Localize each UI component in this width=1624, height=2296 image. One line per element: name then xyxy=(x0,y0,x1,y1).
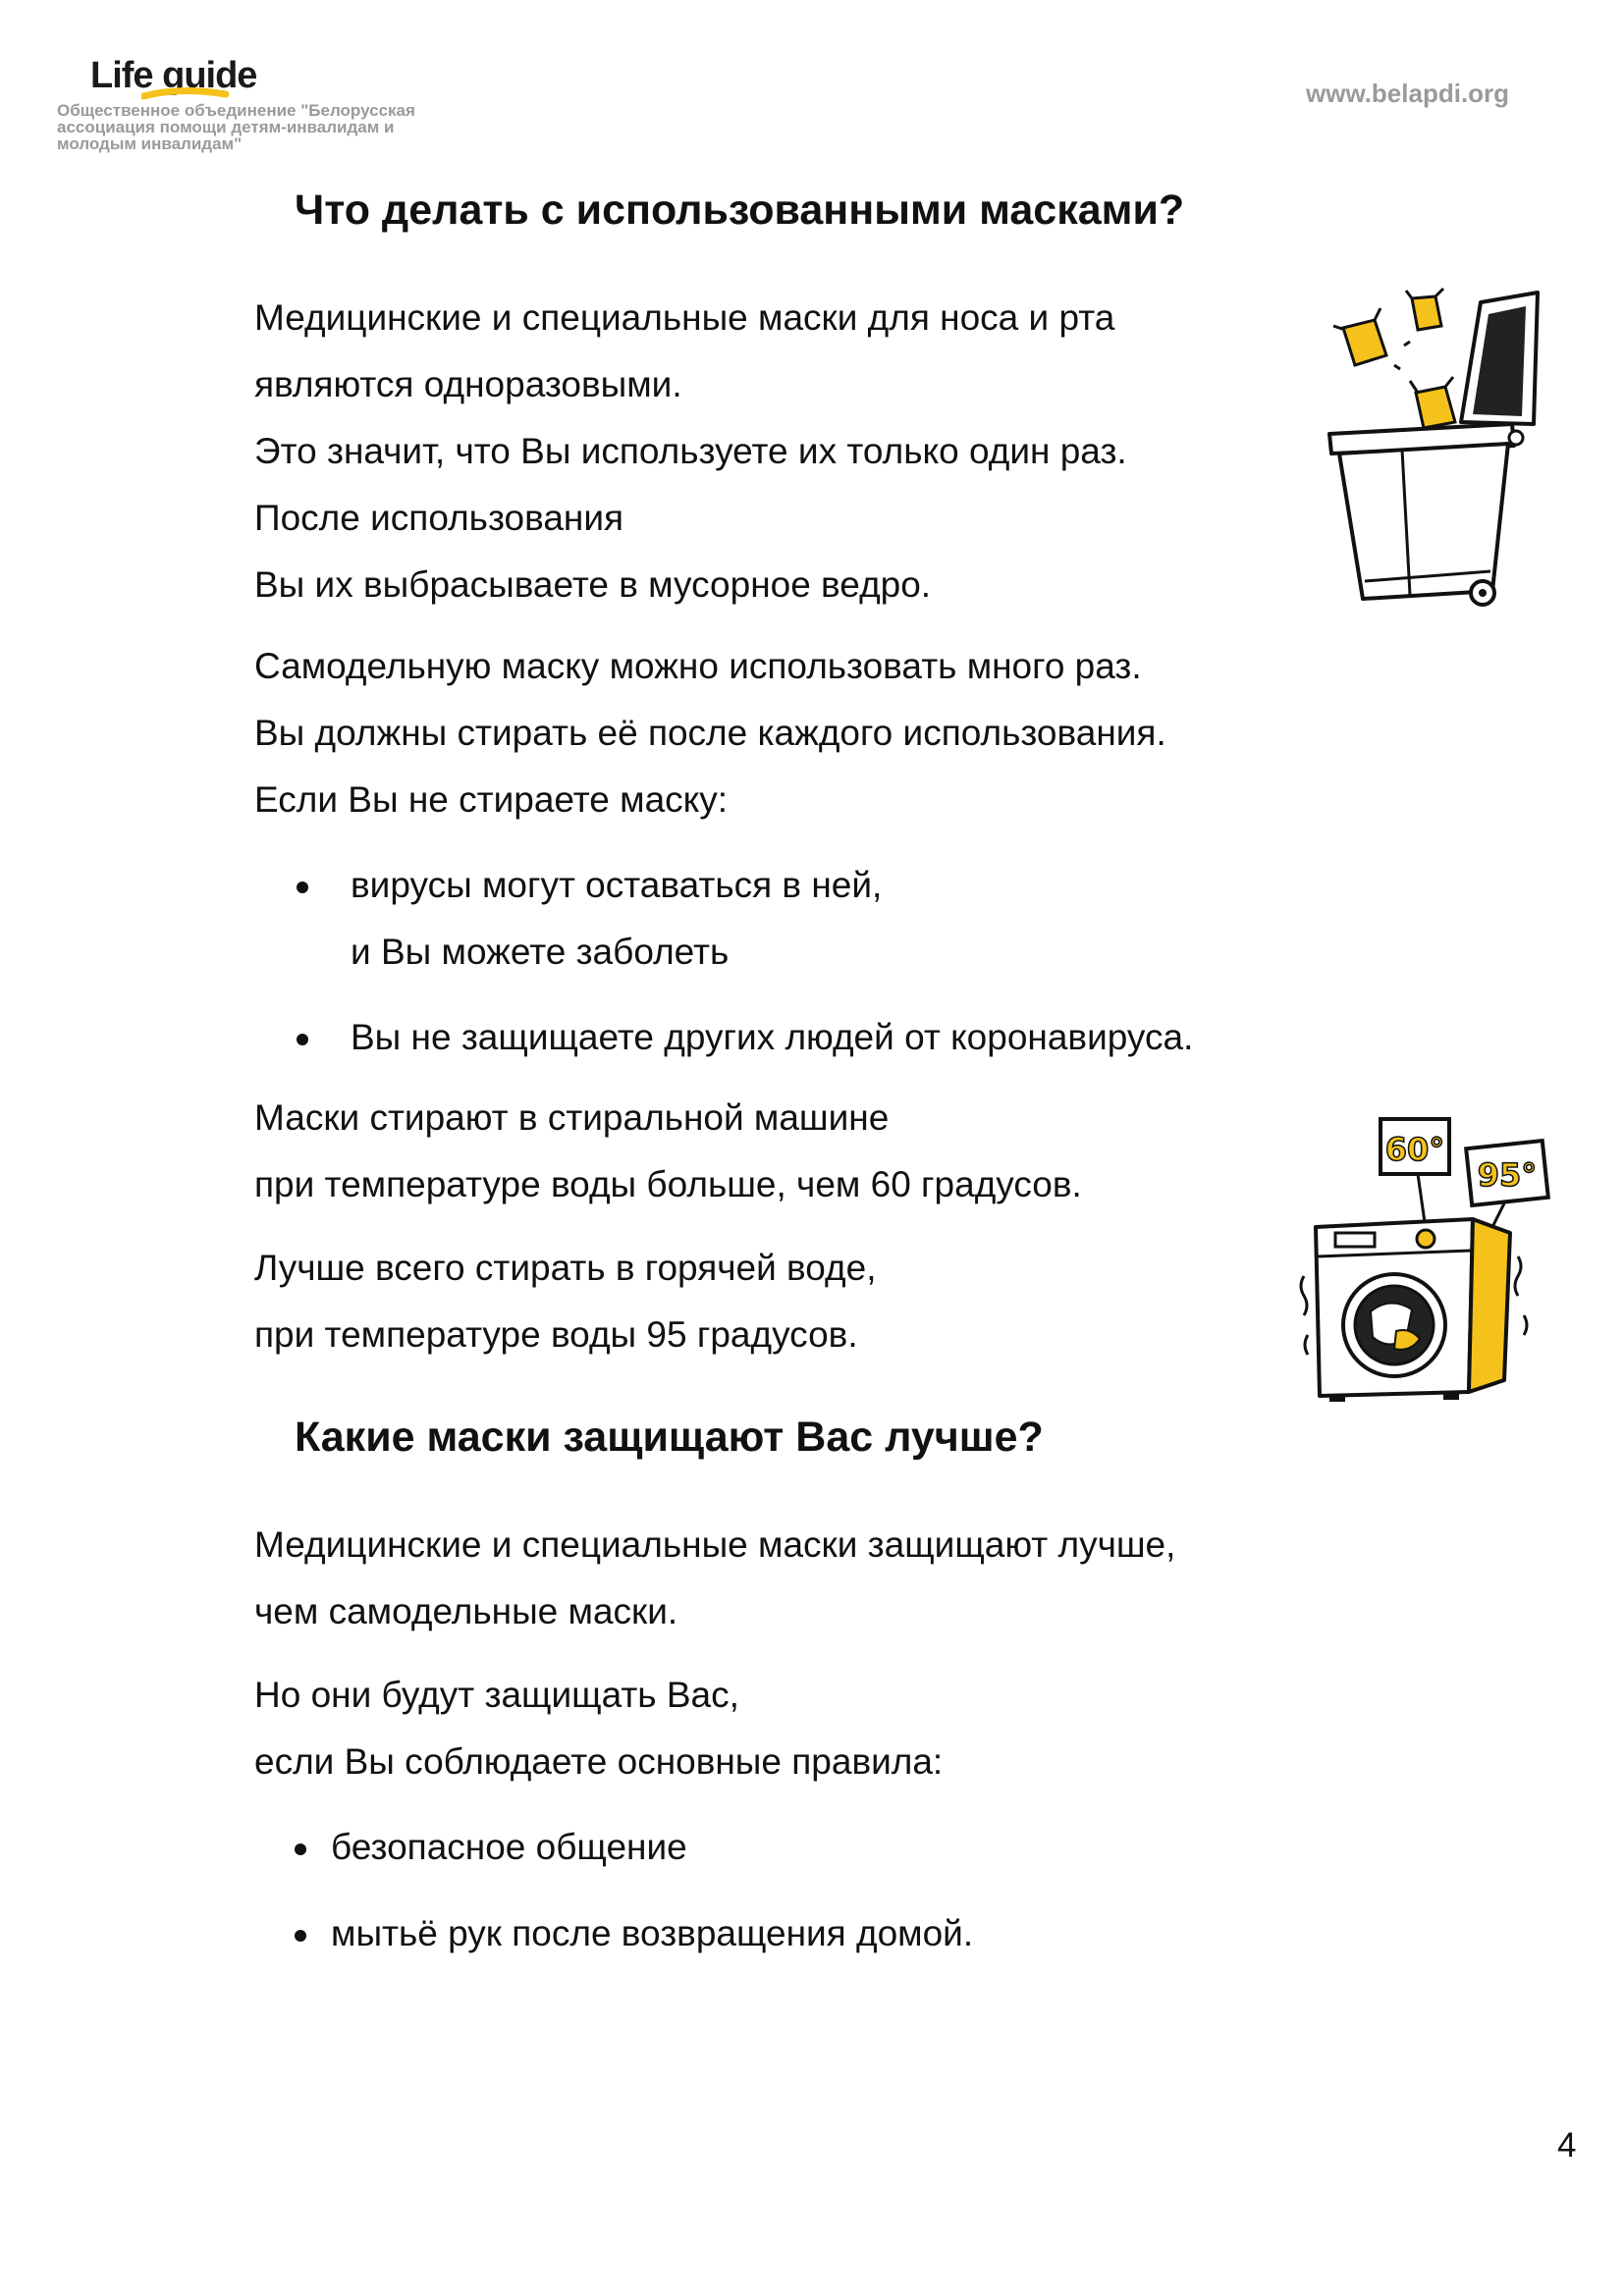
text-line: Медицинские и специальные маски для носа и рта xyxy=(254,297,1115,338)
paragraph-rules xyxy=(254,1662,943,1795)
text-line: при температуре воды больше, чем 60 градусов. xyxy=(254,1164,1082,1204)
text-line: Но они будут защищать Вас, xyxy=(254,1675,739,1715)
tag-60: 60° xyxy=(1384,1131,1445,1168)
org-line: ассоциация помощи детям-инвалидам и xyxy=(57,118,395,136)
text-line: Самодельную маску можно использовать много раз. xyxy=(254,646,1142,686)
paragraph-disposable xyxy=(254,285,1127,618)
paragraph-homemade xyxy=(254,633,1166,833)
text-line: Медицинские и специальные маски защищают лучше, xyxy=(254,1524,1176,1565)
page-number: 4 xyxy=(1557,2126,1577,2164)
text-line: Если Вы не стираете маску: xyxy=(254,779,729,820)
organization-name xyxy=(57,102,518,152)
bullet-dot xyxy=(297,881,308,893)
website-url: www.belapdi.org xyxy=(1306,79,1510,108)
bullet-dot xyxy=(295,1843,306,1855)
paragraph-hot-water xyxy=(254,1235,876,1368)
text-line: чем самодельные маски. xyxy=(254,1591,678,1631)
text-line: при температуре воды 95 градусов. xyxy=(254,1314,858,1355)
paragraph-washing xyxy=(254,1085,1082,1218)
bullet-item-hand-washing: мытьё рук после возвращения домой. xyxy=(331,1913,974,1953)
logo xyxy=(90,51,267,106)
text-line: и Вы можете заболеть xyxy=(351,932,730,972)
bullet-dot xyxy=(295,1930,306,1942)
text-line: Это значит, что Вы используете их только один раз. xyxy=(254,431,1127,471)
text-line: являются одноразовыми. xyxy=(254,364,682,404)
bullet-item-protect-others xyxy=(351,1004,1193,1071)
text-line: вирусы могут оставаться в ней, xyxy=(351,865,883,905)
text-line: Лучше всего стирать в горячей воде, xyxy=(254,1248,877,1288)
bullet-item-safe-communication: безопасное общение xyxy=(331,1827,687,1867)
section-heading-used-masks: Что делать с использованными масками? xyxy=(295,187,1185,234)
org-line: Общественное объединение "Белорусская xyxy=(57,101,415,120)
washing-machine-icon xyxy=(1296,1109,1561,1404)
text-line: После использования xyxy=(254,498,624,538)
org-line: молодым инвалидам" xyxy=(57,134,243,153)
text-line: Вы не защищаете других людей от коронавируса. xyxy=(351,1017,1194,1057)
logo-text: Life guide xyxy=(90,55,257,96)
paragraph-medical-better xyxy=(254,1512,1175,1645)
text-line: Маски стирают в стиральной машине xyxy=(254,1097,890,1138)
text-line: если Вы соблюдаете основные правила: xyxy=(254,1741,944,1782)
bullet-item-viruses xyxy=(351,852,882,986)
trash-can-with-masks-icon xyxy=(1316,287,1542,611)
section-heading-best-masks: Какие маски защищают Вас лучше? xyxy=(295,1414,1044,1461)
text-line: Вы их выбрасываете в мусорное ведро. xyxy=(254,564,932,605)
tag-95: 95° xyxy=(1477,1156,1538,1194)
bullet-dot xyxy=(297,1034,308,1045)
text-line: Вы должны стирать её после каждого использования. xyxy=(254,713,1166,753)
